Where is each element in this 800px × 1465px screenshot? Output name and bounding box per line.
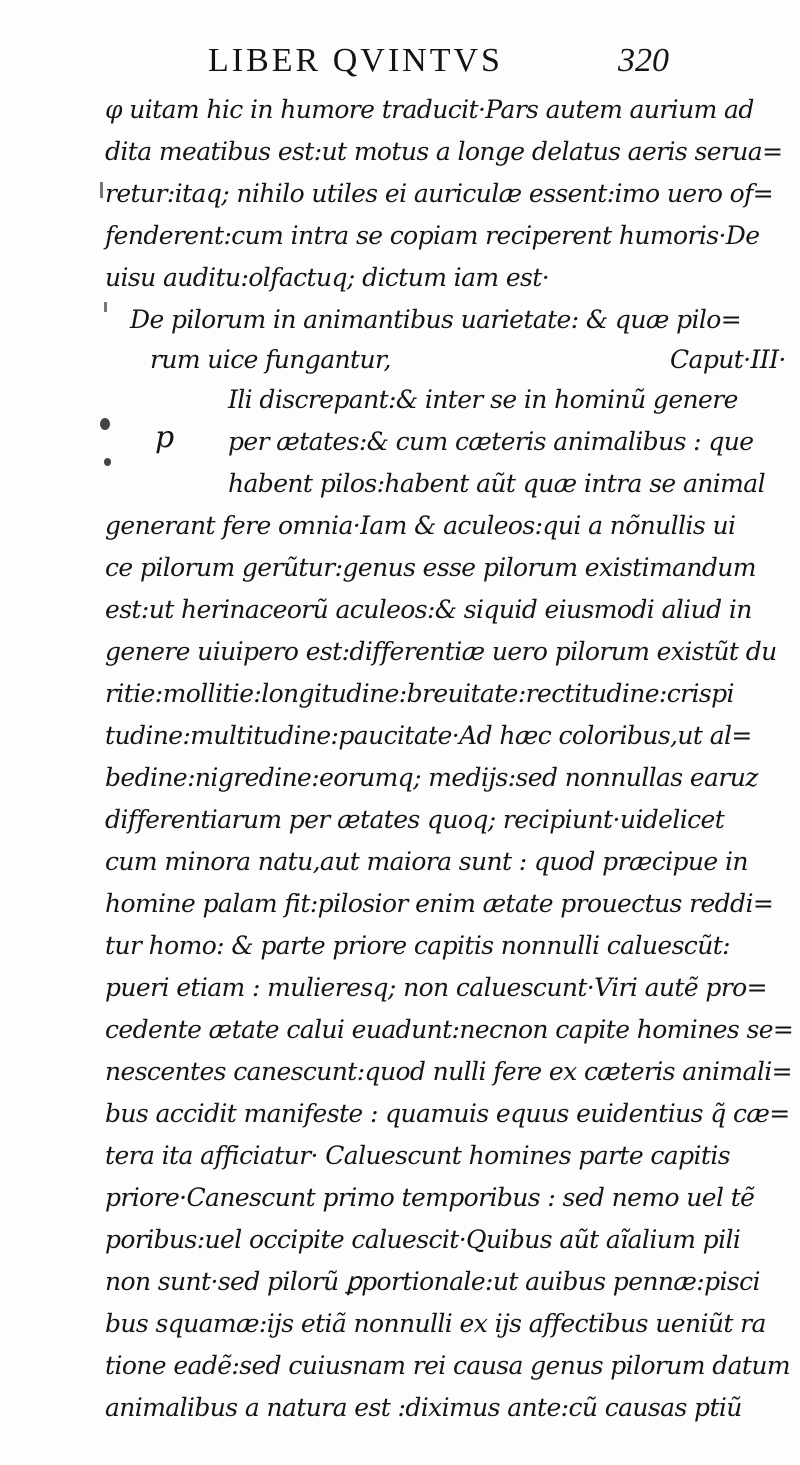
text-line: uisu auditu:olfactuq; dictum iam est·	[105, 263, 550, 292]
text-line: est:ut herinaceorũ aculeos:& siquid eiusmodi aliud in	[105, 595, 752, 624]
text-line: nescentes canescunt:quod nulli fere ex cæteris animali=	[105, 1057, 792, 1086]
text-line: tudine:multitudine:paucitate·Ad hæc coloribus,ut al=	[105, 721, 752, 750]
text-line: generant fere omnia·Iam & aculeos:qui a nõnullis ui	[105, 511, 736, 540]
text-line: tur homo: & parte priore capitis nonnulli caluescũt:	[105, 931, 730, 960]
text-line: Ili discrepant:& inter se in hominũ genere	[228, 385, 738, 414]
text-line: poribus:uel occipite caluescit·Quibus aũt aĩalium pili	[105, 1225, 741, 1254]
text-line: cedente ætate calui euadunt:necnon capite homines se=	[105, 1015, 794, 1044]
text-line: differentiarum per ætates quoq; recipiunt·uidelicet	[105, 805, 725, 834]
text-line: tera ita afficiatur· Caluescunt homines parte capitis	[105, 1141, 730, 1170]
chapter-heading-text: rum uice fungantur,	[150, 345, 391, 374]
chapter-heading-line	[150, 340, 786, 380]
text-line: habent pilos:habent aũt quæ intra se animal	[228, 469, 765, 498]
text-line: per ætates:& cum cæteris animalibus : que	[228, 427, 754, 456]
chapter-number: Caput·III·	[670, 345, 786, 374]
running-head: LIBER QVINTVS	[208, 42, 503, 79]
text-line: ce pilorum gerũtur:genus esse pilorum existimandum	[105, 553, 756, 582]
initial-letter: p	[155, 420, 175, 455]
text-line: retur:itaq; nihilo utiles ei auriculæ essent:imo uero of=	[105, 179, 774, 208]
text-line: ritie:mollitie:longitudine:breuitate:rectitudine:crispi	[105, 679, 734, 708]
text-line: tione eadẽ:sed cuiusnam rei causa genus pilorum datum	[105, 1351, 790, 1380]
text-line: bedine:nigredine:eorumq; medijs:sed nonnullas earuz	[105, 763, 758, 792]
margin-ink-dot	[104, 458, 111, 466]
margin-ink-dot	[100, 418, 110, 430]
text-line: genere uiuipero est:differentiæ uero pilorum existũt du	[105, 637, 777, 666]
text-line: cum minora natu,aut maiora sunt : quod præcipue in	[105, 847, 748, 876]
margin-tick	[104, 302, 107, 312]
text-line: fenderent:cum intra se copiam reciperent humoris·De	[105, 221, 760, 250]
text-line: dita meatibus est:ut motus a longe delatus aeris serua=	[105, 137, 783, 166]
text-line: non sunt·sed pilorũ ꝑportionale:ut auibus pennæ:pisci	[105, 1267, 760, 1296]
margin-tick	[100, 182, 103, 198]
text-line: priore·Canescunt primo temporibus : sed nemo uel tẽ	[105, 1183, 755, 1212]
text-line: bus accidit manifeste : quamuis equus euidentius q̃ cæ=	[105, 1099, 790, 1128]
text-line: pueri etiam : mulieresq; non caluescunt·Viri autẽ pro=	[105, 973, 767, 1002]
page-header	[0, 42, 800, 92]
text-line: homine palam fit:pilosior enim ætate prouectus reddi=	[105, 889, 774, 918]
text-line: φ uitam hic in humore traducit·Pars autem aurium ad	[105, 95, 754, 124]
chapter-heading-line: De pilorum in animantibus uarietate: & quæ pilo=	[130, 305, 742, 334]
text-line: animalibus a natura est :diximus ante:cũ causas ptiũ	[105, 1393, 742, 1422]
text-line: bus squamæ:ijs etiã nonnulli ex ijs affectibus ueniũt ra	[105, 1309, 766, 1338]
page-number: 320	[618, 42, 669, 79]
